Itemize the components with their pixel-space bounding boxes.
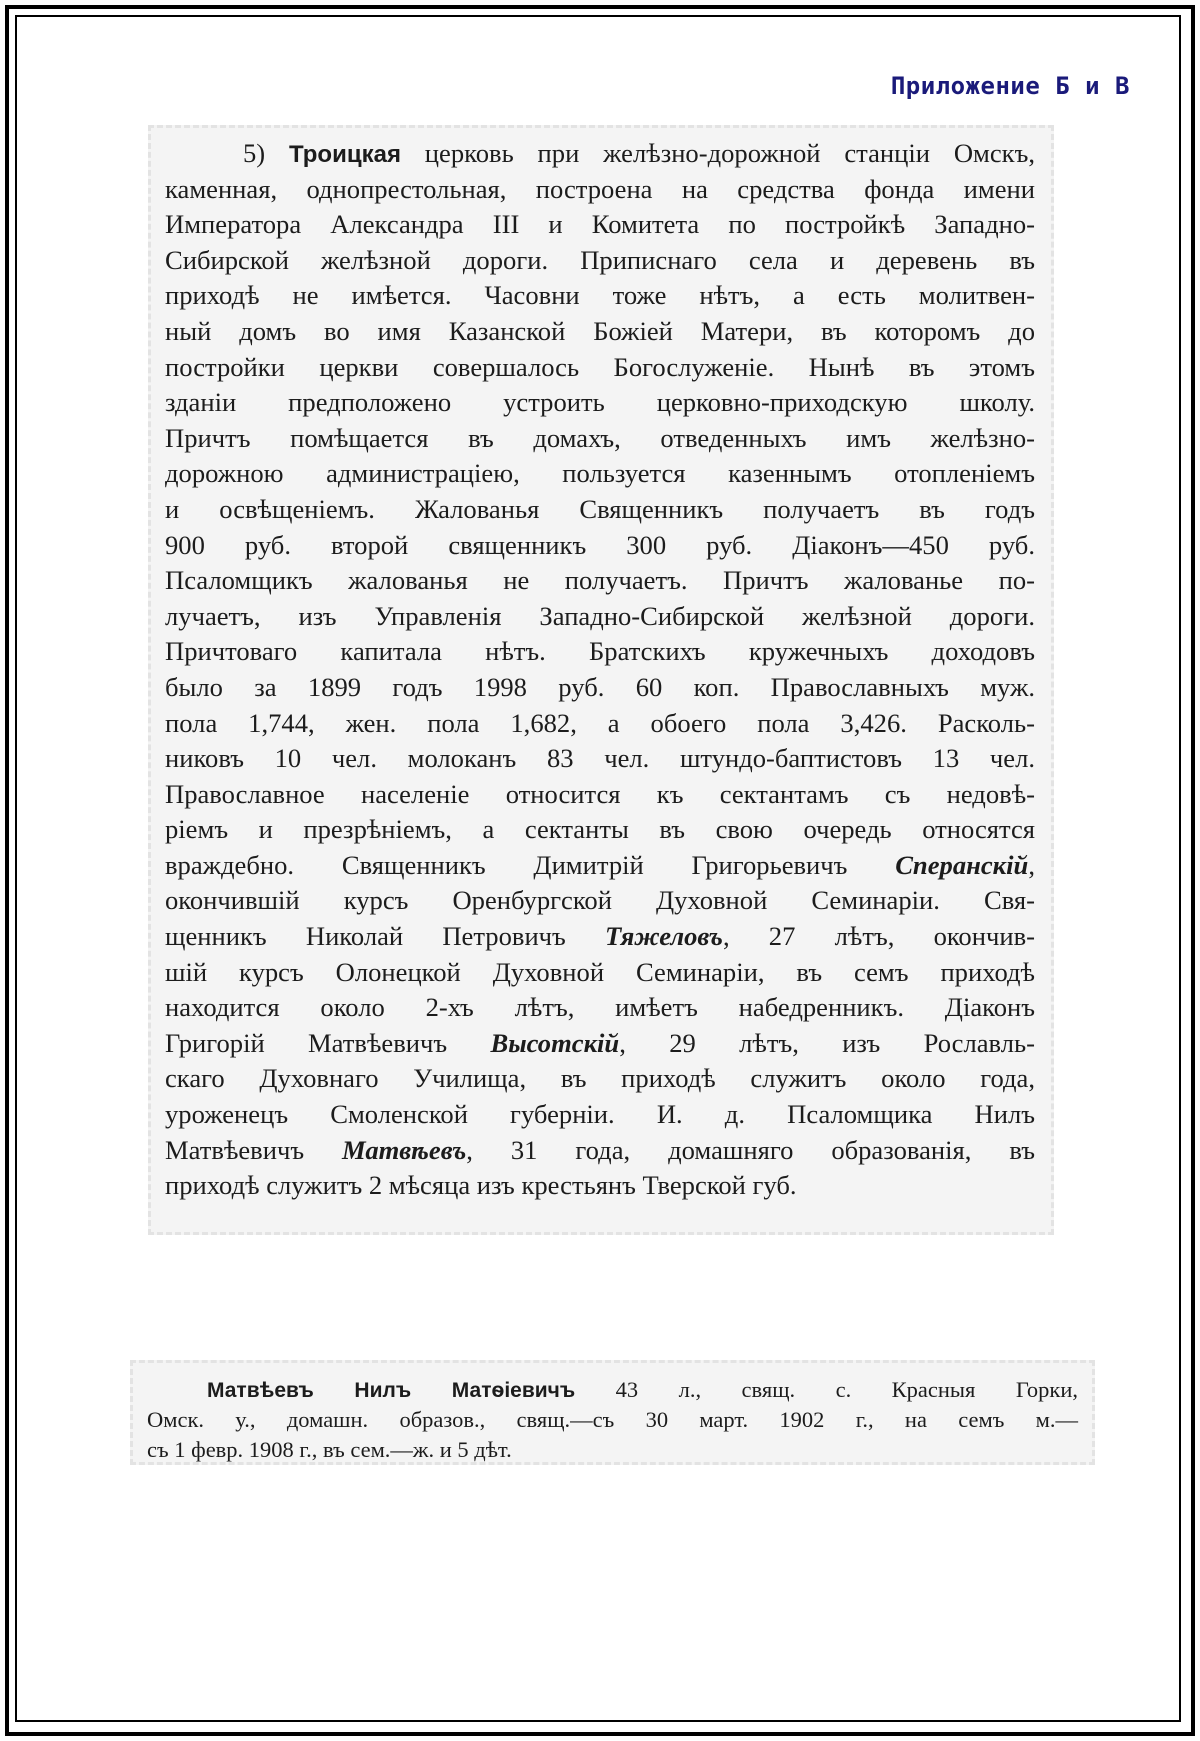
main-scan-excerpt: [148, 125, 1054, 1235]
text-run: шій курсъ Олонецкой Духовной Семинаріи, въ семъ приходѣ: [165, 956, 1035, 987]
text-run: никовъ 10 чел. молоканъ 83 чел. штундо-баптистовъ 13 чел.: [165, 743, 1035, 774]
text-run: уроженецъ Смоленской губерніи. И. д. Псаломщика Нилъ: [165, 1099, 1035, 1130]
text-run: 900 руб. второй священникъ 300 руб. Діаконъ—450 руб.: [165, 529, 1035, 560]
text-run: было за 1899 годъ 1998 руб. 60 коп. Православныхъ муж.: [165, 671, 1035, 702]
text-line: [165, 777, 1035, 813]
text-line: [165, 243, 1035, 279]
text-run: ріемъ и презрѣніемъ, а сектанты въ свою очередь относятся: [165, 814, 1035, 845]
text-run: Причтъ помѣщается въ домахъ, отведенныхъ имъ желѣзно-: [165, 422, 1035, 453]
text-line: [165, 1133, 1035, 1169]
text-line: [165, 456, 1035, 492]
styled-text-run: Тяжеловъ: [605, 921, 723, 952]
text-run: съ 1 февр. 1908 г., въ сем.—ж. и 5 дѣт.: [147, 1437, 512, 1462]
text-run: 43 л., свящ. с. Красныя Горки,: [575, 1377, 1078, 1402]
text-run: окончившій курсъ Оренбургской Духовной Семинаріи. Свя-: [165, 885, 1035, 916]
text-run: , 27 лѣтъ, окончив-: [722, 921, 1035, 952]
styled-text-run: Троицкая: [289, 141, 401, 168]
text-line: [165, 812, 1035, 848]
text-line: [165, 919, 1035, 955]
text-line: [165, 172, 1035, 208]
text-run: приходѣ не имѣется. Часовни тоже нѣтъ, а есть молитвен-: [165, 280, 1035, 311]
text-run: Матвѣевичъ: [165, 1134, 343, 1165]
main-excerpt-text: [165, 136, 1035, 1204]
text-run: и освѣщеніемъ. Жалованья Священникъ получаетъ въ годъ: [165, 493, 1035, 524]
text-run: щенникъ Николай Петровичъ: [165, 921, 606, 952]
text-run: ный домъ во имя Казанской Божіей Матери, въ которомъ до: [165, 315, 1035, 346]
text-run: приходѣ служитъ 2 мѣсяца изъ крестьянъ Тверской губ.: [165, 1170, 797, 1201]
text-run: ,: [1028, 849, 1035, 880]
text-line: [165, 670, 1035, 706]
text-line: [165, 955, 1035, 991]
text-run: 5): [243, 138, 290, 168]
text-run: Григорій Матвѣевичъ: [165, 1027, 491, 1058]
footnote-scan-excerpt: [130, 1360, 1095, 1465]
footnote-excerpt-text: [147, 1375, 1078, 1465]
text-line: [147, 1435, 1078, 1465]
text-run: каменная, однопрестольная, построена на средства фонда имени: [165, 173, 1035, 204]
text-line: [165, 1026, 1035, 1062]
text-line: [165, 492, 1035, 528]
text-run: Псаломщикъ жалованья не получаетъ. Причтъ жалованье по-: [165, 565, 1035, 596]
text-run: , 29 лѣтъ, изъ Рославль-: [619, 1027, 1035, 1058]
text-run: зданіи предположено устроить церковно-приходскую школу.: [165, 387, 1035, 418]
styled-text-run: Высотскій: [490, 1027, 620, 1058]
text-line: [165, 599, 1035, 635]
styled-text-run: Сперанскій: [895, 849, 1029, 880]
text-line: [165, 314, 1035, 350]
text-run: Императора Александра III и Комитета по постройкѣ Западно-: [165, 209, 1035, 240]
text-line: [165, 350, 1035, 386]
text-run: Сибирской желѣзной дороги. Приписнаго села и деревень въ: [165, 244, 1035, 275]
text-run: , 31 года, домашняго образованія, въ: [466, 1134, 1035, 1165]
text-line: [165, 207, 1035, 243]
text-run: враждебно. Священникъ Димитрій Григорьевичъ: [165, 849, 896, 880]
text-line: [165, 848, 1035, 884]
text-line: [165, 883, 1035, 919]
text-run: дорожною администраціею, пользуется казеннымъ отопленіемъ: [165, 458, 1035, 489]
text-line: [165, 528, 1035, 564]
text-line: [165, 385, 1035, 421]
text-line: [147, 1375, 1078, 1405]
text-run: Причтоваго капитала нѣтъ. Братскихъ кружечныхъ доходовъ: [165, 636, 1035, 667]
text-run: лучаетъ, изъ Управленія Западно-Сибирской желѣзной дороги.: [165, 600, 1035, 631]
text-line: [165, 990, 1035, 1026]
text-line: [165, 1097, 1035, 1133]
text-run: находится около 2-хъ лѣтъ, имѣетъ набедренникъ. Діаконъ: [165, 992, 1035, 1023]
text-run: церковь при желѣзно-дорожной станціи Омскъ,: [400, 138, 1035, 168]
text-run: Омск. у., домашн. образов., свящ.—съ 30 март. 1902 г., на семъ м.—: [147, 1407, 1078, 1432]
text-line: [165, 421, 1035, 457]
text-line: [165, 634, 1035, 670]
text-run: постройки церкви совершалось Богослуженіе. Нынѣ въ этомъ: [165, 351, 1035, 382]
text-run: Православное населеніе относится къ сектантамъ съ недовѣ-: [165, 778, 1035, 809]
text-line: [165, 278, 1035, 314]
text-line: [165, 741, 1035, 777]
text-line: [165, 706, 1035, 742]
text-line: [165, 136, 1035, 172]
text-line: [165, 563, 1035, 599]
text-line: [165, 1061, 1035, 1097]
text-line: [165, 1168, 1035, 1204]
text-run: скаго Духовнаго Училища, въ приходѣ служитъ около года,: [165, 1063, 1035, 1094]
styled-text-run: Матвѣевъ Нилъ Матѳіевичъ: [207, 1379, 576, 1402]
text-line: [147, 1405, 1078, 1435]
styled-text-run: Матвѣевъ: [342, 1134, 467, 1165]
appendix-label: Приложение Б и В: [890, 72, 1130, 100]
text-run: пола 1,744, жен. пола 1,682, а обоего пола 3,426. Расколь-: [165, 707, 1035, 738]
